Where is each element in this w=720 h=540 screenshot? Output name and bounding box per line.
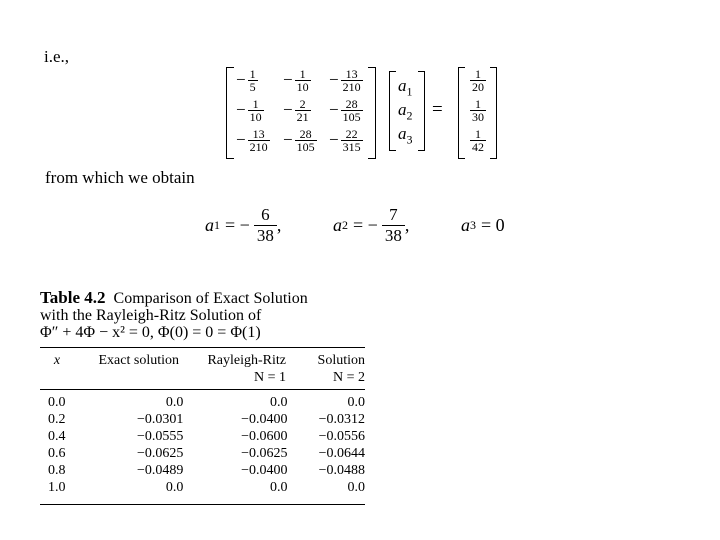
table-row	[40, 428, 365, 445]
transition-text: from which we obtain	[45, 168, 195, 187]
matrix-cell: − $\frac{1}{10}$	[236, 96, 262, 124]
header-solution: Solution	[317, 353, 365, 368]
rhs-cell: $\frac{1}{42}$	[472, 126, 484, 154]
table-cell: 0.6	[48, 446, 66, 461]
matrix-left-bracket	[226, 67, 234, 159]
table-cell: −0.0556	[318, 429, 365, 444]
rhs-cell: $\frac{1}{30}$	[472, 96, 484, 124]
table-cell: −0.0488	[318, 463, 365, 478]
matrix-cell: − $\frac{1}{5}$	[236, 66, 256, 94]
table-cell: 0.0	[48, 395, 66, 410]
solution-a1: a 1 = − $\frac{6}{38}$ ,	[205, 204, 282, 245]
table-caption-line1: Comparison of Exact Solution	[113, 290, 308, 307]
matrix-cell: − $\frac{1}{10}$	[283, 66, 309, 94]
table-cell: −0.0489	[137, 463, 184, 478]
unknown-a1: $a_1$	[398, 76, 413, 99]
table-caption-line3: Φ″ + 4Φ − x² = 0, Φ(0) = 0 = Φ(1)	[40, 324, 261, 341]
matrix-cell: − $\frac{13}{210}$	[329, 66, 361, 94]
solution-a2: a 2 = − $\frac{7}{38}$ ,	[333, 204, 410, 245]
table-row	[40, 445, 365, 462]
subheader-n1: N = 1	[253, 370, 286, 385]
table-label: Table 4.2	[40, 288, 106, 307]
table-subheader-row	[40, 369, 365, 386]
table-cell: 0.0	[347, 395, 365, 410]
table-row	[40, 479, 365, 496]
table-cell: −0.0312	[318, 412, 365, 427]
table-caption	[40, 289, 370, 341]
table-header-row	[40, 352, 365, 369]
table-cell: 1.0	[48, 480, 66, 495]
table-cell: 0.8	[48, 463, 66, 478]
table-cell: −0.0644	[318, 446, 365, 461]
table-cell: 0.0	[165, 480, 184, 495]
matrix-cell: − $\frac{28}{105}$	[283, 126, 315, 154]
table-row	[40, 462, 365, 479]
table-cell: 0.2	[48, 412, 66, 427]
table-cell: 0.0	[270, 480, 288, 495]
table-cell: −0.0555	[137, 429, 184, 444]
solution-a3: a 3 = 0	[461, 214, 505, 235]
intro-text: i.e.,	[44, 47, 70, 66]
table-row	[40, 394, 365, 411]
header-rayleigh-ritz: Rayleigh-Ritz	[207, 353, 286, 368]
rhs-left-bracket	[458, 67, 465, 159]
table-cell: 0.4	[48, 429, 66, 444]
table-cell: −0.0400	[241, 412, 288, 427]
table-header	[40, 352, 365, 386]
rhs-cell: $\frac{1}{20}$	[472, 66, 484, 94]
table-cell: 0.0	[270, 395, 288, 410]
table-bottom-rule	[40, 504, 365, 505]
matrix-cell: − $\frac{22}{315}$	[329, 126, 361, 154]
table-top-rule	[40, 347, 365, 348]
rhs-right-bracket	[490, 67, 497, 159]
table-cell: 0.0	[347, 480, 365, 495]
vector-right-bracket	[418, 71, 425, 151]
table-row	[40, 411, 365, 428]
table-cell: −0.0301	[137, 412, 184, 427]
subheader-n2: N = 2	[332, 370, 365, 385]
header-x: x	[53, 353, 61, 368]
unknown-a2: $a_2$	[398, 100, 413, 123]
matrix-right-bracket	[368, 67, 376, 159]
table-cell: −0.0400	[241, 463, 288, 478]
table-cell: −0.0625	[137, 446, 184, 461]
table-header-rule	[40, 389, 365, 390]
table-caption-line2: with the Rayleigh-Ritz Solution of	[40, 307, 262, 324]
equals-sign: =	[432, 99, 443, 120]
table-cell: 0.0	[165, 395, 184, 410]
unknown-a3: $a_3$	[398, 124, 413, 147]
table-cell: −0.0625	[241, 446, 288, 461]
header-exact: Exact solution	[98, 353, 179, 368]
matrix-cell: − $\frac{2}{21}$	[283, 96, 309, 124]
table-body	[40, 394, 365, 496]
matrix-equation	[0, 0, 720, 170]
table-cell: −0.0600	[241, 429, 288, 444]
vector-left-bracket	[389, 71, 396, 151]
matrix-cell: − $\frac{28}{105}$	[329, 96, 361, 124]
matrix-cell: − $\frac{13}{210}$	[236, 126, 268, 154]
